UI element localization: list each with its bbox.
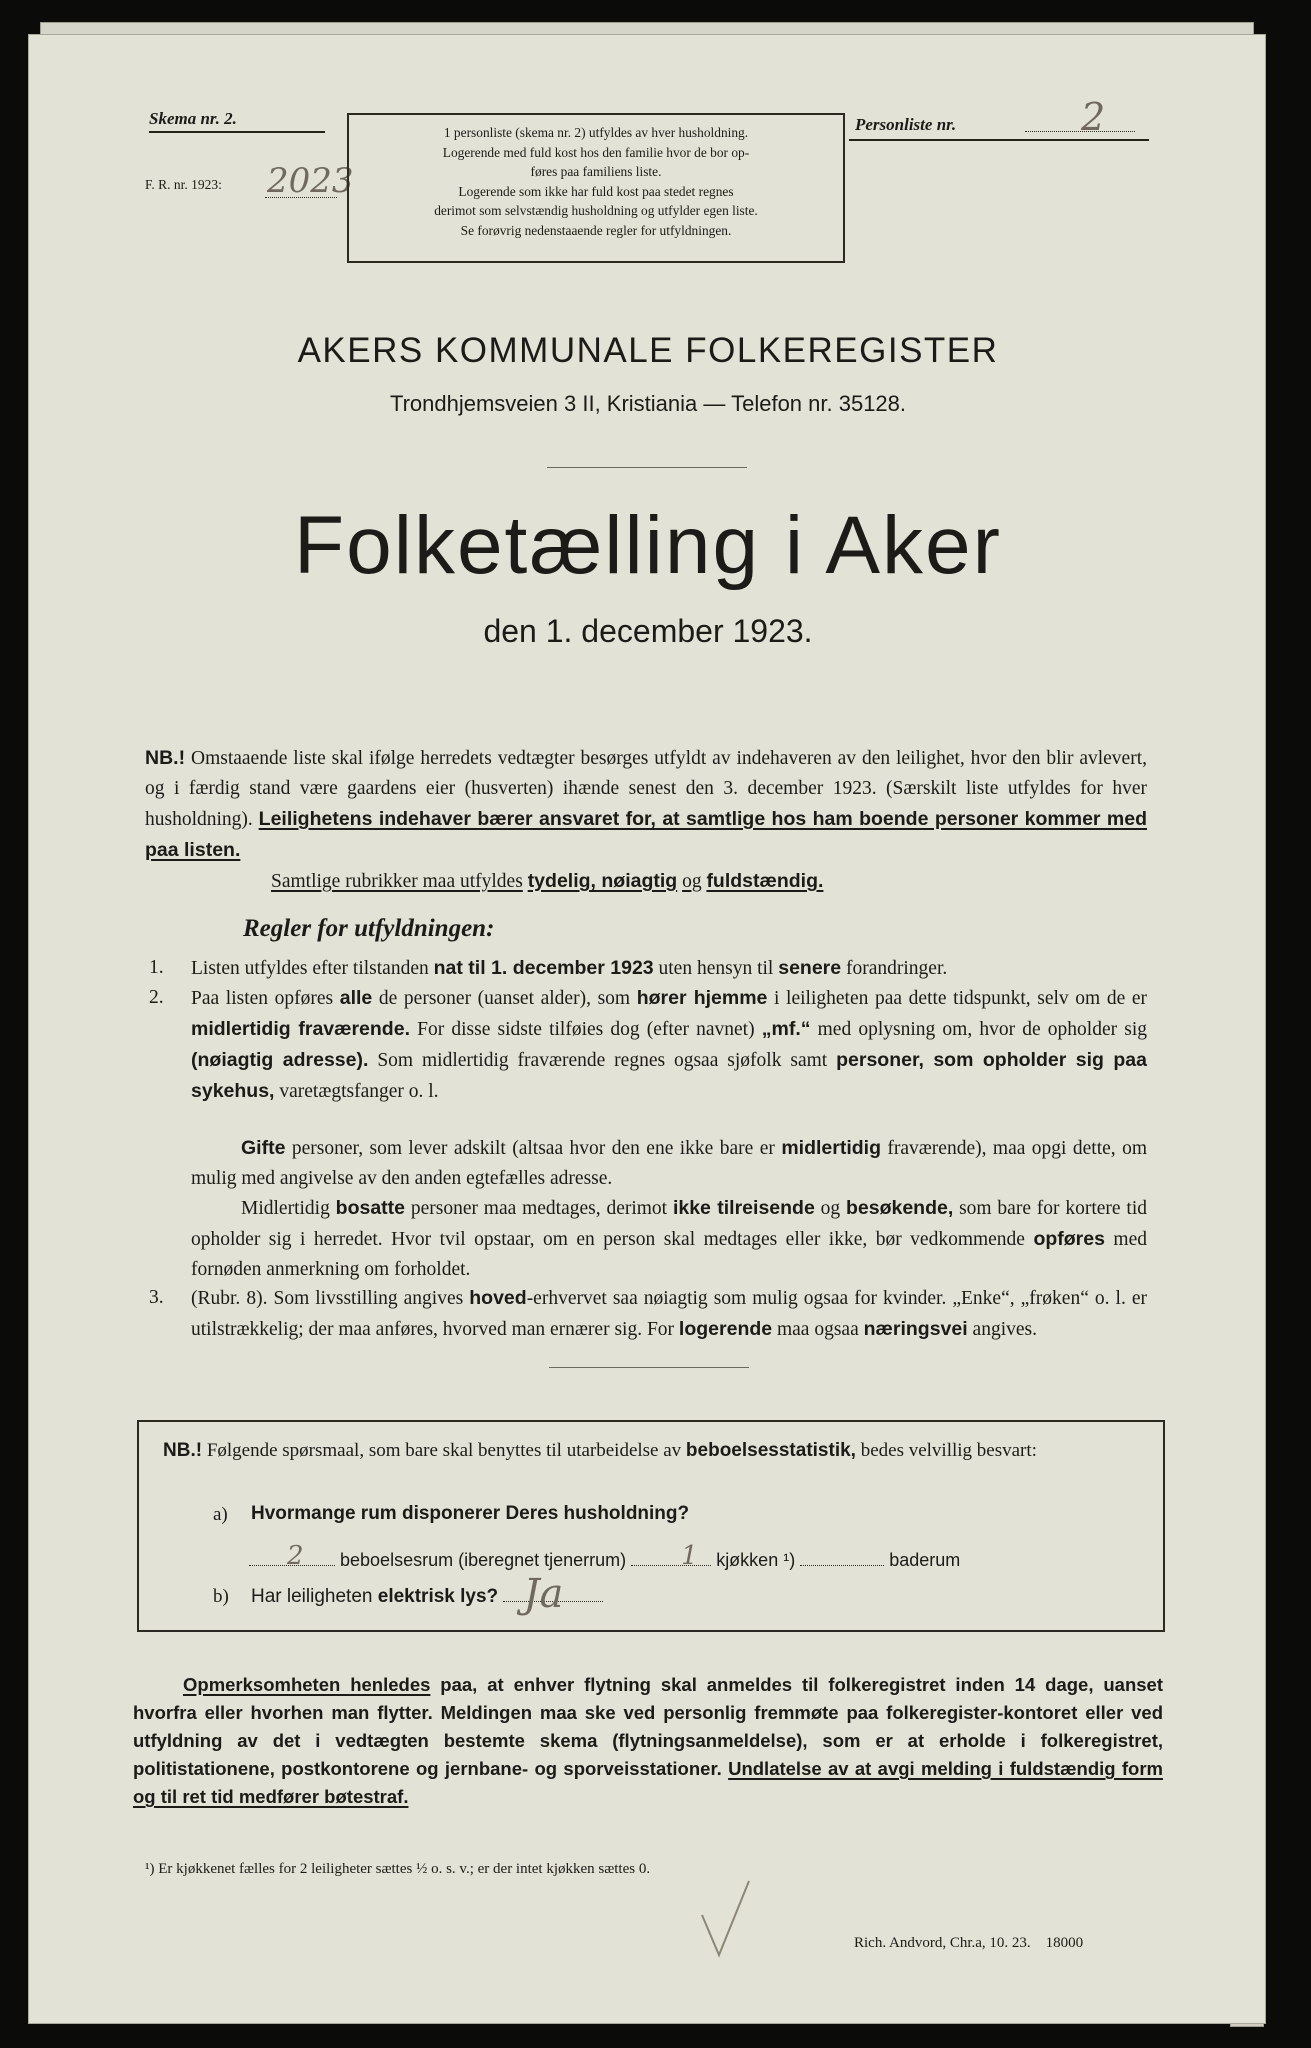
divider — [549, 1367, 749, 1368]
question-b-label: b) — [213, 1586, 229, 1607]
info-line: føres paa familiens liste. — [530, 164, 662, 179]
fr-number-label: F. R. nr. 1923: — [145, 177, 222, 192]
housing-statistics-box — [137, 1420, 1165, 1632]
institution-name: AKERS KOMMUNALE FOLKEREGISTER — [297, 331, 999, 370]
nb-prefix: NB.! — [145, 747, 186, 769]
personliste-label: Personliste nr. — [855, 115, 957, 134]
rooms-input[interactable]: 2 — [249, 1565, 335, 1566]
divider — [547, 467, 747, 468]
nb-notice — [145, 743, 1147, 897]
nb-line2-og: og — [682, 871, 702, 892]
bath-label: baderum — [889, 1550, 961, 1570]
personliste-field — [849, 95, 1149, 141]
rule-number: 3. — [149, 1287, 164, 1308]
nb-text: Omstaaende liste skal ifølge herredets vedtægter besørges utfyldt av indehaveren av den leilighet, hvor den blir avlevert, og i færdig stand være gaardens eier (husverten) ihænde senest den 3. december 1923. (Særskilt liste utfyldes for hver husholdning). — [145, 748, 1148, 830]
bath-input[interactable] — [800, 1565, 884, 1566]
rule-2: Paa listen opføres alle de personer (uanset alder), som hører hjemme i leiligheten paa dette tidspunkt, selv om de er midlertidig fraværende. For disse sidste tilføies dog (efter navnet) „mf.“ med oplysning om, hvor de opholder sig (nøiagtig adresse). Som midlertidig fraværende regnes ogsaa sjøfolk samt personer, som opholder sig paa sykehus, varetægtsfanger o. l. — [191, 987, 1148, 1102]
footnote: ¹) Er kjøkkenet fælles for 2 leiligheter sættes ½ o. s. v.; er der intet kjøkken sættes 0. — [145, 1861, 651, 1877]
rule-3: (Rubr. 8). Som livsstilling angives hoved-erhvervet saa nøiagtig som mulig ogsaa for kvinder. „Enke“, „frøken“ o. l. er utilstrækkelig; der maa anføres, hvorved man ernærer sig. For logerende maa ogsaa næringsvei angives. — [191, 1287, 1148, 1340]
rule-1: Listen utfyldes efter tilstanden nat til 1. december 1923 uten hensyn til senere forandringer. — [191, 957, 948, 979]
nb-line2-text: Samtlige rubrikker maa utfyldes — [271, 871, 523, 892]
kitchen-label: kjøkken ¹) — [716, 1550, 796, 1570]
fr-number-handwritten: 2023 — [267, 161, 354, 201]
page-title: Folketælling i Aker — [294, 500, 1002, 591]
nb2-intro: NB.! Følgende spørsmaal, som bare skal benyttes til utarbeidelse av beboelsesstatistik, bedes velvillig besvart: — [163, 1440, 1037, 1461]
nb-responsibility: Leilighetens indehaver bærer ansvaret for, at samtlige hos ham boende personer kommer med paa listen. — [145, 808, 1148, 861]
question-a-label: a) — [213, 1504, 228, 1525]
institution-address: Trondhjemsveien 3 II, Kristiania — Telefon nr. 35128. — [389, 391, 907, 416]
census-form-page — [28, 34, 1266, 2024]
rule-2-gifte: Gifte personer, som lever adskilt (altsaa hvor den ene ikke bare er midlertidig fraværende), maa opgi dette, om mulig med angivelse av den anden egtefælles adresse. — [191, 1137, 1147, 1189]
info-line: derimot som selvstændig husholdning og utfylder egen liste. — [434, 203, 758, 218]
rule-number: 2. — [149, 987, 164, 1008]
nb-line2-bold2: fuldstændig. — [706, 870, 824, 892]
info-line: Logerende med fuld kost hos den familie hvor de bor op- — [442, 144, 750, 160]
fr-number-line — [265, 197, 337, 198]
schema-number: Skema nr. 2. — [149, 109, 325, 133]
census-date: den 1. december 1923. — [483, 613, 813, 649]
info-line: Se forøvrig nedenstaaende regler for utfyldningen. — [460, 222, 732, 238]
personliste-handwritten: 2 — [1081, 95, 1106, 139]
moving-notice: Opmerksomheten henledes paa, at enhver flytning skal anmeldes til folkeregistret inden 14 dage, uanset hvorfra eller hvorhen man flytter. Meldingen maa ske ved personlig fremmøte paa folkeregister-kontoret eller ved utfyldning av det i vedtægten bestemte skema (flytningsanmeldelse), som er at erholde i folkeregistret, politistationene, postkontorene og jernbane- og sporveisstationer. Undlatelse av at avgi melding i fuldstændig form og til ret tid medfører bøtestraf. — [133, 1674, 1163, 1807]
info-line: Logerende som ikke har fuld kost paa stedet regnes — [458, 183, 734, 199]
question-b: Har leiligheten elektrisk lys? Ja — [251, 1586, 603, 1608]
rule-number: 1. — [149, 957, 164, 978]
kitchen-input[interactable]: 1 — [631, 1565, 711, 1566]
info-line: 1 personliste (skema nr. 2) utfyldes av hver husholdning. — [443, 125, 749, 140]
rooms-label: beboelsesrum (iberegnet tjenerrum) — [340, 1550, 627, 1570]
electric-light-input[interactable]: Ja — [503, 1601, 603, 1602]
rules-heading: Regler for utfyldningen: — [243, 915, 495, 942]
personliste-dots — [1025, 131, 1135, 132]
printer-imprint: Rich. Andvord, Chr.a, 10. 23. 18000 — [854, 1935, 1084, 1951]
room-count-row — [249, 1541, 1249, 1571]
question-a: Hvormange rum disponerer Deres husholdning? — [251, 1503, 690, 1524]
rule-2-bosatte: Midlertidig bosatte personer maa medtages, derimot ikke tilreisende og besøkende, som bare for kortere tid opholder sig i herredet. Hvor tvil opstaar, om en person skal medtages eller ikke, bør vedkommende opføres med fornøden anmerkning om forholdet. — [191, 1197, 1147, 1280]
nb-line2-bold: tydelig, nøiagtig — [527, 870, 678, 892]
nb-line2 — [271, 866, 823, 897]
check-mark-icon — [697, 1875, 757, 1965]
instructions-box — [347, 113, 845, 263]
